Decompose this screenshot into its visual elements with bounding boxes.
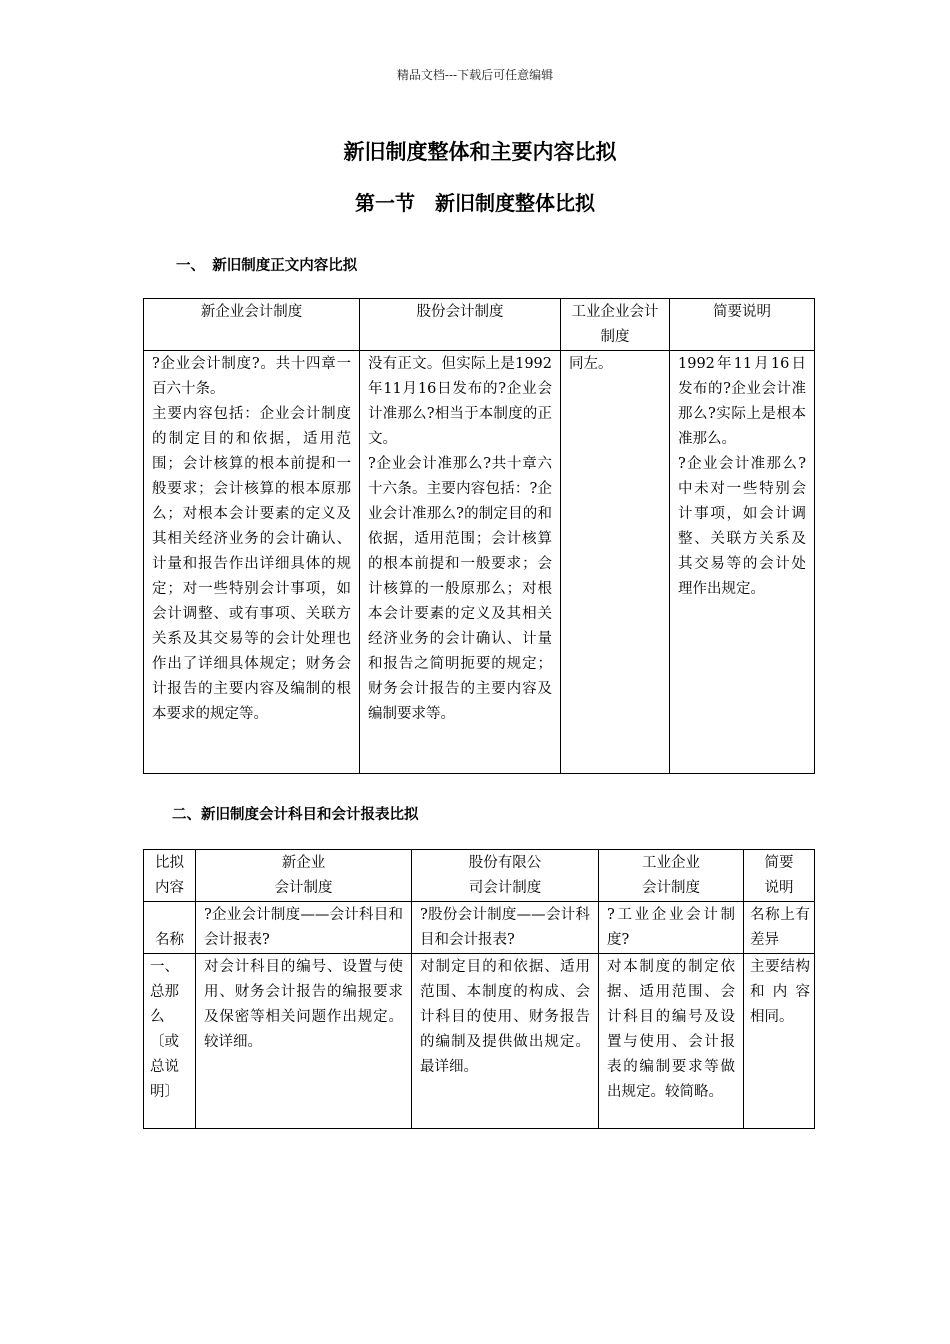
section-title: 第一节 新旧制度整体比拟 (355, 191, 595, 215)
cell-new-system (144, 351, 360, 774)
col-header-industrial-system (561, 299, 670, 351)
cell-new-system: ?企业会计制度——会计科目和会计报表? (196, 902, 412, 954)
col-header-new-system-text: 新企业 会计制度 (274, 855, 333, 896)
cell-notes (670, 351, 815, 774)
col-header-notes (744, 850, 815, 902)
accounts-comparison-table (143, 849, 825, 1129)
table-header-row (144, 850, 815, 902)
col-header-share-system: 股份会计制度 (360, 299, 561, 351)
cell-share-system: 对制定目的和依据、适用范围、本制度的构成、会计科目的使用、财务报告的编制及提供做出规定。最详细。 (412, 954, 599, 1129)
col-header-item-text: 比拟内容 (155, 855, 184, 896)
cell-new-system: 对会计科目的编号、设置与使用、财务会计报告的编报要求及保密等相关问题作出规定。较详细。 (196, 954, 412, 1129)
col-header-new-system: 新企业会计制度 (144, 299, 360, 351)
cell-notes: 主要结构和内容 相同。 (744, 954, 815, 1129)
col-header-notes: 简要说明 (670, 299, 815, 351)
col-header-industrial-system (599, 850, 744, 902)
cell-share-system: ?股份会计制度——会计科目和会计报表? (412, 902, 599, 954)
cell-row-label: 名称 (144, 902, 196, 954)
table-header-row (144, 299, 815, 351)
cell-industrial-system: 对本制度的制定依据、适用范围、会计科目的编号及设置与使用、会计报表的编制要求等做出规定。较简略。 (599, 954, 744, 1129)
cell-share-system (360, 351, 561, 774)
document-title: 新旧制度整体和主要内容比拟 (343, 140, 617, 164)
text-comparison-table (143, 298, 815, 774)
col-header-industrial-system-text: 工业企业 会计制度 (642, 855, 700, 896)
cell-new-system-text: ?企业会计制度?。共十四章一百六十条。 主要内容包括：企业会计制度的制定目的和依据，适用范围；会计核算的根本前提和一般要求；会计核算的根本原那么；对根本会计要素的定义及其相关经济业务的会计确认、计量和报告作出详细具体的规定；对一些特别会计事项，如会计调整、或有事项、关联方关系及其交易等的会计处理也作出了详细具体规定；财务会计报告的主要内容及编制的根本要求的规定等。 (152, 356, 351, 722)
cell-industrial-system-text: 同左。 (569, 356, 613, 372)
cell-share-system-text: 没有正文。但实际上是1992年11月16日发布的?企业会计准那么?相当于本制度的正文。 ?企业会计准那么?共十章六十六条。主要内容包括：?企业会计准那么?的制定目的和依据，适用范围；会计核算的根本前提和一般要求；会计核算的一般原那么；对根本会计要素的定义及其相关经济业务的会计确认、计量和报告之简明扼要的规定；财务会计报告的主要内容及编制要求等。 (368, 356, 552, 722)
cell-row-label: 一、总那么〔或总说明〕 (144, 954, 196, 1129)
col-header-item (144, 850, 196, 902)
col-header-industrial-label: 工业企业会计制度 (571, 304, 659, 345)
col-header-share-system-text: 股份有限公 司会计制度 (468, 855, 542, 896)
cell-industrial-system (561, 351, 670, 774)
table-row (144, 351, 815, 774)
section1-heading: 一、 新旧制度正文内容比拟 (176, 258, 358, 274)
header-note: 精品文档---下载后可任意编辑 (396, 68, 554, 82)
col-header-new-system (196, 850, 412, 902)
table-row (144, 954, 815, 1129)
table-row (144, 902, 815, 954)
cell-notes-text: 1992年11月16日发布的?企业会计准那么?实际上是根本准那么。 ?企业会计准那么?中未对一些特别会计事项，如会计调整、关联方关系及其交易等的会计处理作出规定。 (678, 356, 806, 597)
cell-industrial-system: ?工业企业会计制度? (599, 902, 744, 954)
section2-heading: 二、新旧制度会计科目和会计报表比拟 (172, 807, 419, 823)
col-header-notes-text: 简要 说明 (764, 855, 794, 896)
cell-notes: 名称上有差异 (744, 902, 815, 954)
col-header-share-system (412, 850, 599, 902)
